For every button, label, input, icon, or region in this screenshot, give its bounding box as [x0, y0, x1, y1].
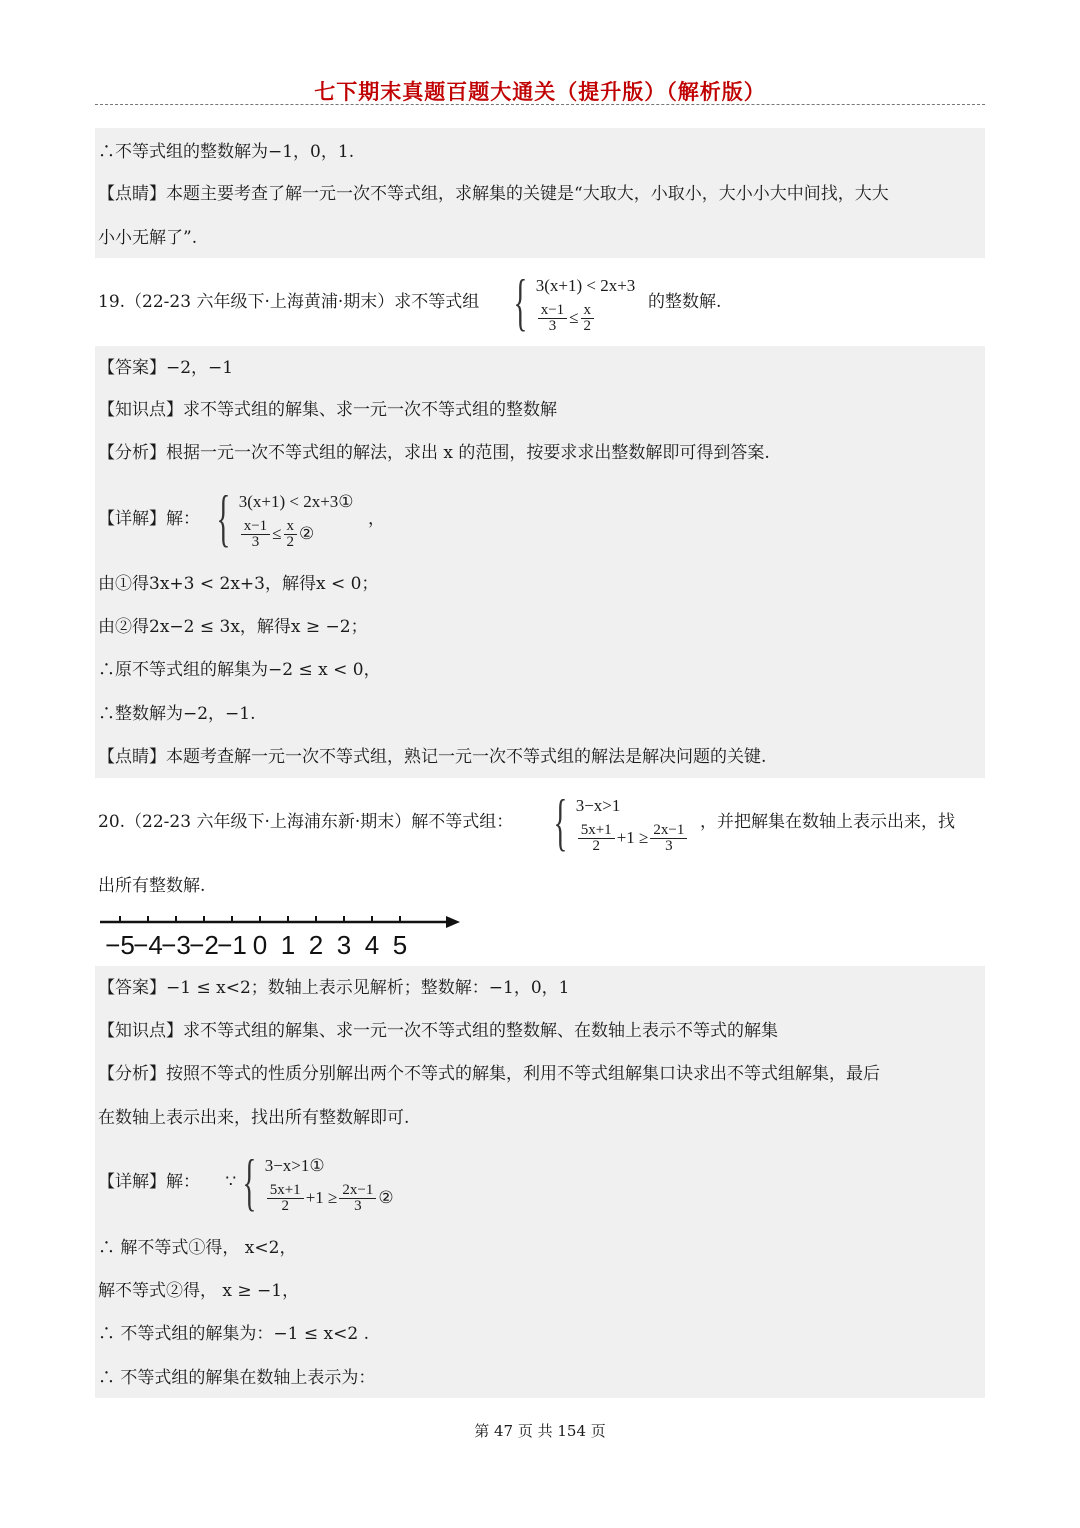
q20-step3: ∴ 不等式组的解集为：−1 ≤ x<2 .	[98, 1324, 369, 1344]
frac-denominator: 2	[286, 533, 295, 550]
number-line-label: −4	[133, 930, 163, 960]
q19-detail-op: ≤	[272, 524, 282, 543]
q20-detail-mid: +1 ≥	[305, 1188, 338, 1207]
q19-sys-row1: 3(x+1) < 2x+3	[535, 276, 636, 295]
q19-stem-post: 的整数解.	[648, 292, 722, 312]
prev-integer-solutions: ∴不等式组的整数解为−1，0，1.	[98, 142, 355, 162]
number-line-label: −2	[189, 930, 219, 960]
q20-detail-circle-2: ②	[378, 1188, 394, 1207]
frac-denominator: 2	[281, 1197, 289, 1214]
q20-detail-system	[234, 1140, 394, 1224]
number-line-label: 4	[364, 930, 380, 960]
q19-step4: ∴整数解为−2，−1.	[98, 704, 256, 724]
q20-detail-frac-right	[339, 1183, 376, 1214]
because-symbol: ∵	[225, 1172, 237, 1192]
number-line-label: −5	[105, 930, 135, 960]
number-line-label: 5	[392, 930, 408, 960]
number-line-labels	[105, 930, 407, 960]
q20-step1: ∴ 解不等式①得， x<2，	[98, 1238, 297, 1258]
q19-answer: 【答案】−2，−1	[98, 358, 234, 378]
q20-inequality-system	[545, 780, 689, 864]
q19-detail-circle-2: ②	[299, 524, 315, 543]
q20-frac-right	[650, 823, 687, 854]
frac-denominator: 3	[354, 1197, 362, 1214]
q19-stem	[98, 290, 479, 314]
q20-detail-label-text: 【详解】解：	[98, 1172, 200, 1192]
prev-dianjing-line1: 【点睛】本题主要考查了解一元一次不等式组，求解集的关键是“大取大，小取小，大小小大中间找，大大	[98, 184, 889, 204]
arrow-right-icon	[446, 916, 460, 928]
q20-detail-label	[98, 1170, 236, 1194]
q20-knowledge: 【知识点】求不等式组的解集、求一元一次不等式组的整数解、在数轴上表示不等式的解集	[98, 1021, 778, 1041]
left-brace-icon: {	[513, 266, 528, 337]
header-divider	[95, 104, 985, 105]
frac-numerator: x−1	[241, 519, 270, 535]
q19-step1: 由①得3x+3 < 2x+3，解得x < 0；	[98, 574, 379, 594]
q19-detail-comma: ，	[368, 509, 385, 529]
q19-step2: 由②得2x−2 ≤ 3x，解得x ≥ −2；	[98, 617, 368, 637]
q20-step2: 解不等式②得， x ≥ −1，	[98, 1281, 300, 1301]
frac-numerator: 5x+1	[578, 823, 615, 839]
number-line-label: 2	[308, 930, 324, 960]
q20-analysis-line1: 【分析】按照不等式的性质分别解出两个不等式的解集，利用不等式组解集口诀求出不等式组解集，最后	[98, 1064, 880, 1084]
left-brace-icon: {	[553, 786, 568, 857]
q19-step3: ∴原不等式组的解集为−2 ≤ x < 0，	[98, 660, 381, 680]
q20-sys-mid: +1 ≥	[616, 828, 649, 847]
q20-stem-post: ，并把解集在数轴上表示出来，找	[700, 812, 955, 832]
q20-answer: 【答案】−1 ≤ x<2；数轴上表示见解析；整数解：−1，0，1	[98, 978, 570, 998]
frac-denominator: 2	[583, 317, 592, 334]
q20-analysis-line2: 在数轴上表示出来，找出所有整数解即可.	[98, 1108, 410, 1128]
q20-detail-frac-left	[267, 1183, 304, 1214]
q20-step4: ∴ 不等式组的解集在数轴上表示为：	[98, 1368, 376, 1388]
q19-dianjing: 【点睛】本题考查解一元一次不等式组，熟记一元一次不等式组的解法是解决问题的关键.	[98, 747, 767, 767]
q19-detail-frac-right	[284, 519, 298, 550]
q20-stem-pre: 20.（22-23 六年级下·上海浦东新·期末）解不等式组：	[98, 812, 514, 832]
number-line-label: −3	[161, 930, 191, 960]
q19-knowledge: 【知识点】求不等式组的解集、求一元一次不等式组的整数解	[98, 400, 557, 420]
q19-frac-right	[581, 303, 595, 334]
q19-detail-label: 【详解】解：	[98, 509, 200, 529]
number-line-label: 0	[252, 930, 268, 960]
q20-frac-left	[578, 823, 615, 854]
page-footer: 第 47 页 共 154 页	[474, 1422, 606, 1440]
frac-numerator: x−1	[538, 303, 567, 319]
q19-detail-row1: 3(x+1) < 2x+3①	[238, 492, 354, 511]
q19-analysis: 【分析】根据一元一次不等式组的解法，求出 x 的范围，按要求求出整数解即可得到答案.	[98, 443, 770, 463]
left-brace-icon: {	[242, 1146, 257, 1217]
frac-denominator: 3	[665, 837, 673, 854]
frac-numerator: x	[581, 303, 595, 319]
frac-denominator: 2	[592, 837, 600, 854]
frac-numerator: 2x−1	[339, 1183, 376, 1199]
left-brace-icon: {	[216, 482, 231, 553]
q19-frac-left	[538, 303, 567, 334]
document-header-title: 七下期末真题百题大通关（提升版）（解析版）	[314, 79, 766, 104]
prev-dianjing-line2: 小小无解了”.	[98, 228, 198, 248]
q20-sys-row1: 3−x>1	[575, 796, 621, 815]
q19-inequality-system	[505, 262, 635, 342]
number-line	[98, 908, 468, 964]
q19-detail-frac-left	[241, 519, 270, 550]
q19-detail-system	[208, 478, 354, 558]
number-line-label: −1	[217, 930, 247, 960]
frac-denominator: 3	[251, 533, 260, 550]
q19-stem-pre: 19.（22-23 六年级下·上海黄浦·期末）求不等式组	[98, 292, 480, 312]
frac-numerator: 5x+1	[267, 1183, 304, 1199]
frac-numerator: 2x−1	[650, 823, 687, 839]
q19-sys-op: ≤	[569, 308, 579, 327]
frac-denominator: 3	[548, 317, 557, 334]
q20-stem-line2: 出所有整数解.	[98, 876, 206, 896]
number-line-label: 1	[280, 930, 296, 960]
q20-detail-row1: 3−x>1①	[264, 1156, 325, 1175]
number-line-label: 3	[336, 930, 352, 960]
frac-numerator: x	[284, 519, 298, 535]
